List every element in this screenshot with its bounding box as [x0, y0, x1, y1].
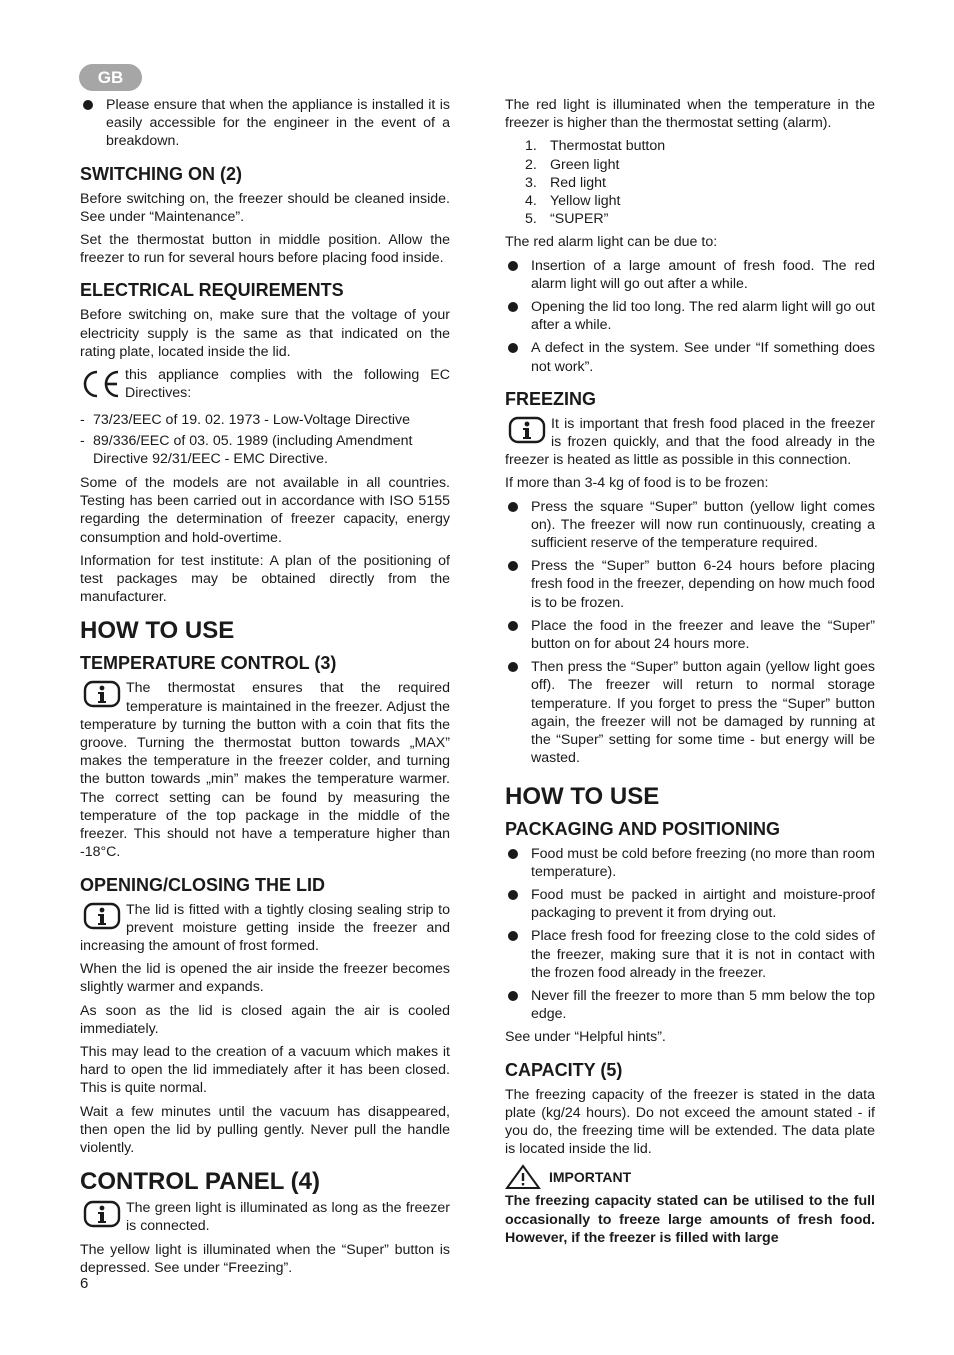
- info-icon: [508, 416, 546, 444]
- left-column: [80, 96, 450, 1282]
- bullet: Then press the “Super” button again (yellow light goes off). The freezer will return to normal storage temperature. If you forget to press the “Super” button again, the freezer will not be damaged by running at the “Super” setting for some time - but energy will be wasted.: [505, 658, 875, 767]
- directive-item: - 89/336/EEC of 03. 05. 1989 (including Amendment Directive 92/31/EEC - EMC Directive.: [80, 432, 450, 468]
- ce-mark-icon: [80, 366, 122, 402]
- directive-item: - 73/23/EEC of 19. 02. 1973 - Low-Voltage Directive: [80, 411, 450, 429]
- bullet: Opening the lid too long. The red alarm light will go out after a while.: [505, 298, 875, 334]
- heading-opening-closing-lid: OPENING/CLOSING THE LID: [80, 874, 326, 895]
- heading-switching-on: SWITCHING ON (2): [80, 163, 242, 184]
- paragraph-ce: this appliance complies with the following EC Directives:: [125, 367, 450, 402]
- paragraph: See under “Helpful hints”.: [505, 1029, 666, 1046]
- important-notice: [505, 1164, 875, 1190]
- paragraph: Before switching on, the freezer should be cleaned inside. See under “Maintenance”.: [80, 190, 450, 225]
- paragraph: The green light is illuminated as long as the freezer is connected.: [126, 1200, 450, 1235]
- bullet: Food must be cold before freezing (no more than room temperature).: [505, 845, 875, 881]
- paragraph: The lid is fitted with a tightly closing sealing strip to prevent moisture getting inside the freezer and increasing the amount of frost formed.: [80, 901, 450, 954]
- info-icon: [83, 1200, 121, 1228]
- list-item: 1. Thermostat button: [525, 138, 666, 155]
- important-label: IMPORTANT: [549, 1169, 632, 1186]
- paragraph: It is important that fresh food placed in the freezer is frozen quickly, and that the food already in the freezer is heated as little as possible in this connection.: [505, 415, 875, 469]
- right-column: [505, 96, 875, 1252]
- paragraph: Some of the models are not available in all countries. Testing has been carried out in accordance with ISO 5155 regarding the determination of freezer capacity, energy consumption and hold-overtime.: [80, 475, 450, 546]
- paragraph: The freezing capacity of the freezer is stated in the data plate (kg/24 hours). Do not exceed the amount stated - if you do, the freezing time will be extended. The data plate is located inside the lid.: [505, 1086, 875, 1158]
- heading-freezing: FREEZING: [505, 388, 597, 409]
- bullet: A defect in the system. See under “If something does not work”.: [505, 339, 875, 375]
- list-item: 2. Green light: [525, 156, 620, 173]
- bullet: Never fill the freezer to more than 5 mm below the top edge.: [505, 987, 875, 1023]
- bullet-accessible: Please ensure that when the appliance is installed it is easily accessible for the engineer in the event of a breakdown.: [80, 96, 450, 151]
- info-icon: [83, 680, 121, 708]
- paragraph: Wait a few minutes until the vacuum has disappeared, then open the lid by pulling gently. Never pull the handle violently.: [80, 1103, 450, 1156]
- heading-packaging-positioning: PACKAGING AND POSITIONING: [505, 818, 781, 839]
- bullet: Food must be packed in airtight and moisture-proof packaging to prevent it from drying out.: [505, 886, 875, 922]
- heading-how-to-use: HOW TO USE: [80, 617, 235, 645]
- paragraph: Before switching on, make sure that the voltage of your electricity supply is the same as that indicated on the rating plate, located inside the lid.: [80, 307, 450, 360]
- control-panel-list: [505, 137, 875, 228]
- heading-control-panel: CONTROL PANEL (4): [80, 1168, 321, 1196]
- important-paragraph: The freezing capacity stated can be utilised to the full occasionally to freeze large amounts of fresh food. However, if the freezer is filled with large: [505, 1193, 875, 1246]
- heading-capacity: CAPACITY (5): [505, 1059, 623, 1080]
- paragraph: This may lead to the creation of a vacuum which makes it hard to open the lid immediately after it has been closed. This is quite normal.: [80, 1043, 450, 1097]
- paragraph: The red light is illuminated when the temperature in the freezer is higher than the thermostat setting (alarm).: [505, 97, 875, 132]
- paragraph: Set the thermostat button in middle position. Allow the freezer to run for several hours before placing food inside.: [80, 232, 450, 267]
- bullet: Press the “Super” button 6-24 hours before placing fresh food in the freezer, depending on how much food is to be frozen.: [505, 557, 875, 612]
- info-icon: [83, 902, 121, 930]
- language-badge: GB: [79, 64, 142, 91]
- bullet: Press the square “Super” button (yellow light comes on). The freezer will now run continuously, creating a sufficient reserve of the temperature required.: [505, 498, 875, 553]
- list-item: 5. “SUPER”: [525, 211, 609, 228]
- list-item: 3. Red light: [525, 174, 606, 191]
- paragraph: The yellow light is illuminated when the “Super” button is depressed. See under “Freezing”.: [80, 1241, 450, 1276]
- paragraph: Information for test institute: A plan of the positioning of test packages may be obtained directly from the manufacturer.: [80, 552, 450, 606]
- paragraph-temperature: The thermostat ensures that the required temperature is maintained in the freezer. Adjust the temperature by turning the button with a coin that fits the groove. Turning the thermostat button towards „MAX” makes the temperature in the freezer colder, and turning the button towards „min” makes the temperature warmer. The correct setting can be found by measuring the temperature of the top package in the middle of the freezer. This should not have a temperature higher than -18°C.: [80, 680, 450, 861]
- paragraph: The red alarm light can be due to:: [505, 234, 718, 251]
- paragraph: If more than 3-4 kg of food is to be frozen:: [505, 475, 769, 492]
- heading-electrical-requirements: ELECTRICAL REQUIREMENTS: [80, 280, 344, 301]
- heading-temperature-control: TEMPERATURE CONTROL (3): [80, 653, 337, 674]
- paragraph: As soon as the lid is closed again the air is cooled immediately.: [80, 1002, 450, 1037]
- warning-icon: [505, 1164, 541, 1190]
- list-item: 4. Yellow light: [525, 193, 621, 210]
- heading-how-to-use: HOW TO USE: [505, 782, 660, 810]
- bullet: Place fresh food for freezing close to the cold sides of the freezer, making sure that it is not in contact with the frozen food already in the freezer.: [505, 927, 875, 982]
- bullet: Insertion of a large amount of fresh food. The red alarm light will go out after a while.: [505, 257, 875, 293]
- bullet: Place the food in the freezer and leave the “Super” button on for about 24 hours more.: [505, 617, 875, 653]
- paragraph: When the lid is opened the air inside the freezer becomes slightly warmer and expands.: [80, 961, 450, 996]
- page-number: 6: [80, 1275, 89, 1292]
